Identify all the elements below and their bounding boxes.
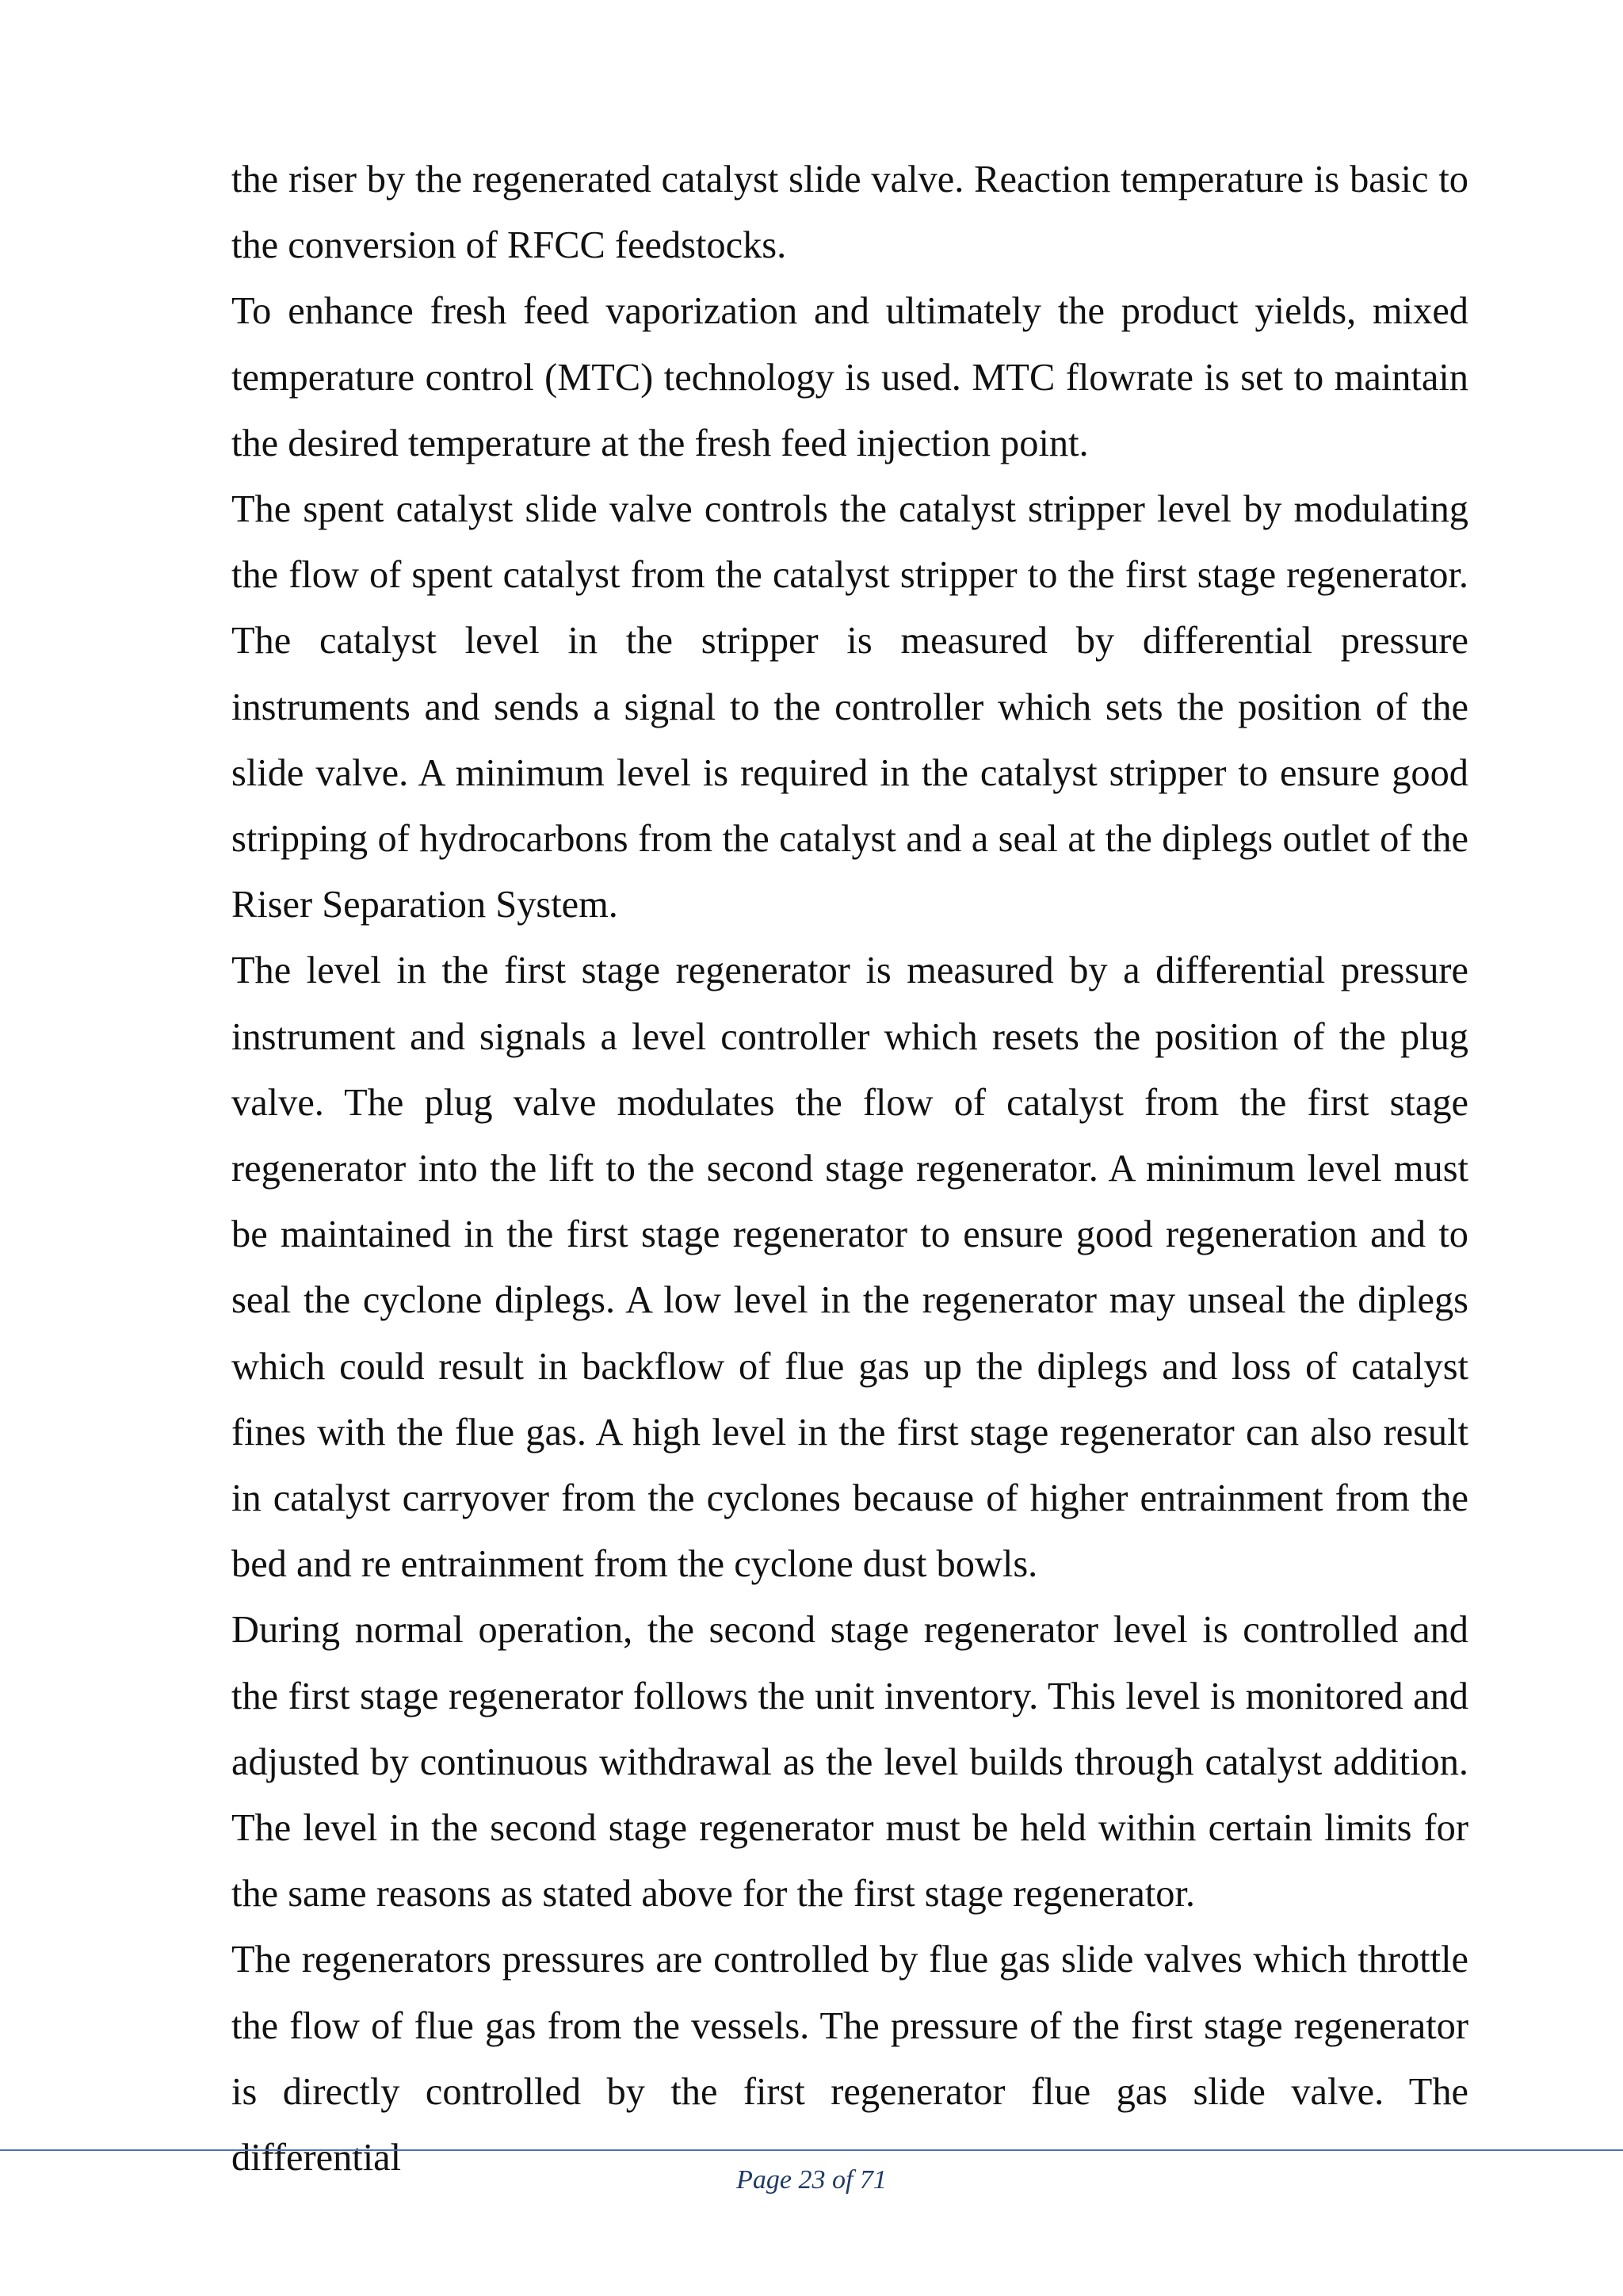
paragraph-regenerator-pressures: The regenerators pressures are controlled by flue gas slide valves which throttle the flow of flue gas from the vessels. The pressure of the first stage regenerator is directly controlled by the first regenerator flue gas slide valve. The differential [231, 1939, 1468, 2179]
page-body [231, 147, 1468, 2191]
page-number: Page 23 of 71 [736, 2165, 887, 2195]
paragraph-riser-temperature: the riser by the regenerated catalyst slide valve. Reaction temperature is basic to the conversion of RFCC feedstocks. [231, 159, 1468, 267]
paragraph-second-stage-level: During normal operation, the second stage regenerator level is controlled and the first stage regenerator follows the unit inventory. This level is monitored and adjusted by continuous withdrawal as the level builds through catalyst addition. The level in the second stage regenerator must be held within certain limits for the same reasons as stated above for the first stage regenerator. [231, 1609, 1468, 1916]
footer-rule [0, 2149, 1623, 2151]
paragraph-first-stage-level: The level in the first stage regenerator is measured by a differential pressure instrument and signals a level controller which resets the position of the plug valve. The plug valve modulates the flow of catalyst from the first stage regenerator into the lift to the second stage regenerator. A minimum level must be maintained in the first stage regenerator to ensure good regeneration and to seal the cyclone diplegs. A low level in the regenerator may unseal the diplegs which could result in backflow of flue gas up the diplegs and loss of catalyst fines with the flue gas. A high level in the first stage regenerator can also result in catalyst carryover from the cyclones because of higher entrainment from the bed and re entrainment from the cyclone dust bowls. [231, 949, 1468, 1586]
paragraph-spent-catalyst-valve: The spent catalyst slide valve controls the catalyst stripper level by modulating the flow of spent catalyst from the catalyst stripper to the first stage regenerator. The catalyst level in the stripper is measured by differential pressure instruments and sends a signal to the controller which sets the position of the slide valve. A minimum level is required in the catalyst stripper to ensure good stripping of hydrocarbons from the catalyst and a seal at the diplegs outlet of the Riser Separation System. [231, 488, 1468, 926]
paragraph-mtc: To enhance fresh feed vaporization and ultimately the product yields, mixed temperature control (MTC) technology is used. MTC flowrate is set to maintain the desired temperature at the fresh feed injection point. [231, 290, 1468, 464]
